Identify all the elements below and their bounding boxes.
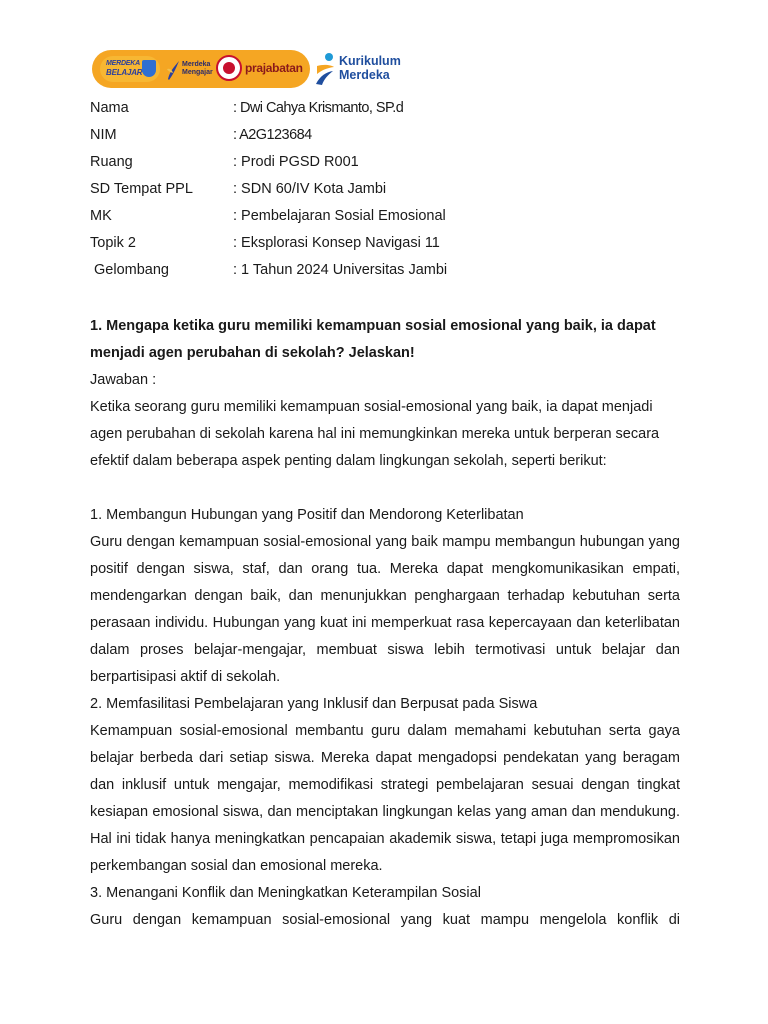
kurikulum-merdeka-mark-icon bbox=[314, 52, 336, 86]
identity-label: Nama bbox=[90, 100, 129, 116]
logo-pill-background bbox=[92, 50, 310, 88]
identity-value: : 1 Tahun 2024 Universitas Jambi bbox=[233, 262, 448, 278]
answer-intro-paragraph: Ketika seorang guru memiliki kemampuan sosial-emosional yang baik, ia dapat menjadi agen perubahan di sekolah karena hal ini memungkinkan mereka untuk berperan secara efektif dalam beberapa aspek penting dalam lingkungan sekolah, seperti berikut: bbox=[90, 399, 660, 469]
kurikulum-merdeka-logo-text: Kurikulum Merdeka bbox=[339, 54, 401, 82]
identity-value: : Pembelajaran Sosial Emosional bbox=[233, 208, 446, 224]
question-heading: 1. Mengapa ketika guru memiliki kemampuan sosial emosional yang baik, ia dapat menjadi agen perubahan di sekolah? Jelaskan! bbox=[90, 318, 656, 361]
identity-row-mk bbox=[90, 206, 690, 233]
identity-value: : SDN 60/IV Kota Jambi bbox=[233, 181, 387, 197]
merdeka-belajar-line1: MERDEKA bbox=[106, 60, 140, 67]
identity-label: Ruang bbox=[90, 154, 133, 170]
identity-value: : Prodi PGSD R001 bbox=[233, 154, 359, 170]
identity-row-topik bbox=[90, 233, 690, 260]
point-1-title: 1. Membangun Hubungan yang Positif dan Mendorong Keterlibatan bbox=[90, 507, 524, 523]
identity-value: : A2G123684 bbox=[233, 127, 312, 143]
answer-label: Jawaban : bbox=[90, 372, 157, 388]
identity-label: Topik 2 bbox=[90, 235, 136, 251]
header-logo-banner bbox=[92, 50, 410, 90]
identity-label: NIM bbox=[90, 127, 117, 143]
prajabatan-logo-text: prajabatan bbox=[245, 61, 303, 75]
identity-row-ruang bbox=[90, 152, 690, 179]
identity-row-sd-tempat-ppl bbox=[90, 179, 690, 206]
identity-row-nama bbox=[90, 98, 690, 125]
identity-row-nim bbox=[90, 125, 690, 152]
point-1-paragraph: Guru dengan kemampuan sosial-emosional yang baik mampu membangun hubungan yang positif dengan siswa, staf, dan orang tua. Mereka dapat mengkomunikasikan empati, mendengarkan dengan baik, dan menunjukkan penghargaan terhadap kebutuhan serta perasaan individu. Hubungan yang kuat ini memperkuat rasa kepercayaan dan keterlibatan dalam proses belajar-mengajar, membuat siswa lebih termotivasi untuk belajar dan berpartisipasi aktif di sekolah. bbox=[90, 534, 680, 685]
merdeka-mengajar-bird-icon bbox=[166, 59, 180, 81]
answer-content bbox=[90, 313, 680, 934]
point-2-paragraph: Kemampuan sosial-emosional membantu guru dalam memahami kebutuhan serta gaya belajar berbeda dari setiap siswa. Mereka dapat mengadopsi pendekatan yang beragam dan inklusif untuk mengajar, memodifikasi strategi pembelajaran sesuai dengan tingkat kesiapan emosional siswa, dan menciptakan lingkungan kelas yang aman dan mendukung. Hal ini tidak hanya meningkatkan pencapaian akademik siswa, tetapi juga mempromosikan perkembangan sosial dan emosional mereka. bbox=[90, 723, 680, 874]
prajabatan-emblem-icon bbox=[216, 55, 242, 81]
student-identity-table bbox=[90, 98, 690, 287]
point-2-title: 2. Memfasilitasi Pembelajaran yang Inklusif dan Berpusat pada Siswa bbox=[90, 696, 538, 712]
identity-row-gelombang bbox=[90, 260, 690, 287]
tut-wuri-emblem-icon bbox=[142, 60, 156, 77]
point-3-paragraph: Guru dengan kemampuan sosial-emosional yang kuat mampu mengelola konflik di bbox=[90, 912, 680, 928]
merdeka-belajar-line2: BELAJAR bbox=[106, 68, 143, 77]
identity-label: Gelombang bbox=[94, 262, 169, 278]
merdeka-mengajar-logo: Merdeka Mengajar bbox=[182, 61, 213, 76]
identity-label: MK bbox=[90, 208, 112, 224]
identity-value: : Eksplorasi Konsep Navigasi 11 bbox=[233, 235, 440, 251]
merdeka-belajar-logo bbox=[100, 56, 160, 82]
point-3-title: 3. Menangani Konflik dan Meningkatkan Keterampilan Sosial bbox=[90, 885, 481, 901]
identity-value: : Dwi Cahya Krismanto, SP.d bbox=[233, 100, 404, 116]
identity-label: SD Tempat PPL bbox=[90, 181, 193, 197]
